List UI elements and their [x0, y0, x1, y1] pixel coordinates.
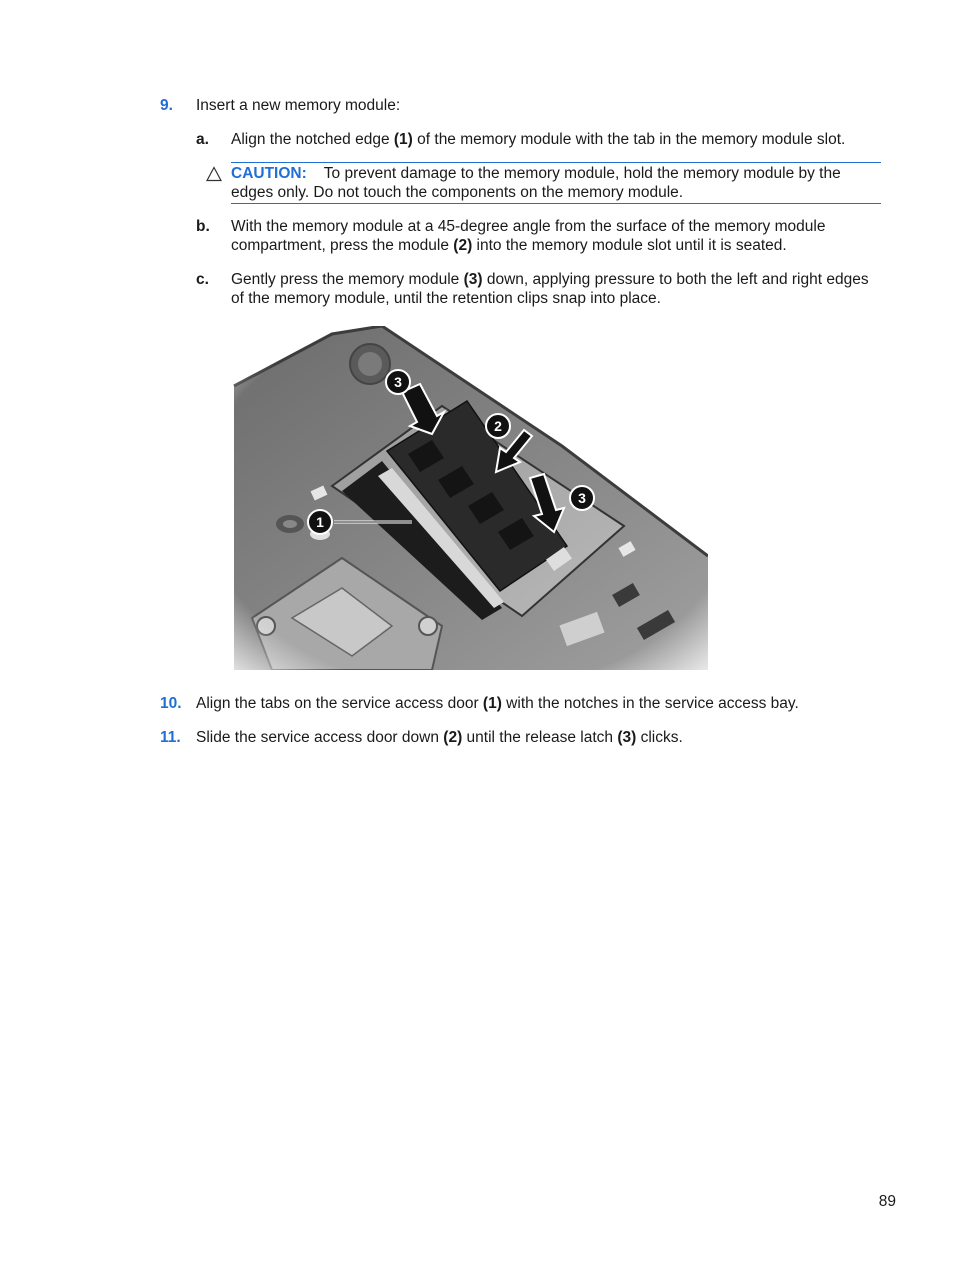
step-9-text: Insert a new memory module:	[196, 97, 401, 114]
substep-b-line-1: With the memory module at a 45-degree angle from the surface of the memory module	[231, 218, 826, 235]
step-11-text: Slide the service access door down (2) until the release latch (3) clicks.	[196, 729, 683, 746]
substep-a-text: Align the notched edge (1) of the memory module with the tab in the memory module slot.	[231, 131, 846, 148]
page-number: 89	[878, 1193, 896, 1210]
step-9-number: 9.	[160, 97, 173, 114]
substep-c-line-1: Gently press the memory module (3) down, applying pressure to both the left and right edges	[231, 271, 869, 288]
caution-triangle-icon	[206, 166, 222, 182]
substep-c-line-2: of the memory module, until the retention clips snap into place.	[231, 290, 661, 307]
caution-label: CAUTION:	[231, 165, 307, 182]
step-10-text: Align the tabs on the service access door (1) with the notches in the service access bay.	[196, 695, 799, 712]
step-10-number: 10.	[160, 695, 182, 712]
substep-b-line-2: compartment, press the module (2) into the memory module slot until it is seated.	[231, 237, 787, 254]
caution-line-2: edges only. Do not touch the components on the memory module.	[231, 184, 684, 201]
step-11-number: 11.	[160, 729, 181, 746]
substep-c-label: c.	[196, 271, 209, 288]
substep-a-label: a.	[196, 131, 209, 148]
memory-module-figure	[232, 326, 708, 670]
substep-b-label: b.	[196, 218, 210, 235]
caution-line-1: CAUTION: To prevent damage to the memory module, hold the memory module by the	[231, 165, 841, 182]
